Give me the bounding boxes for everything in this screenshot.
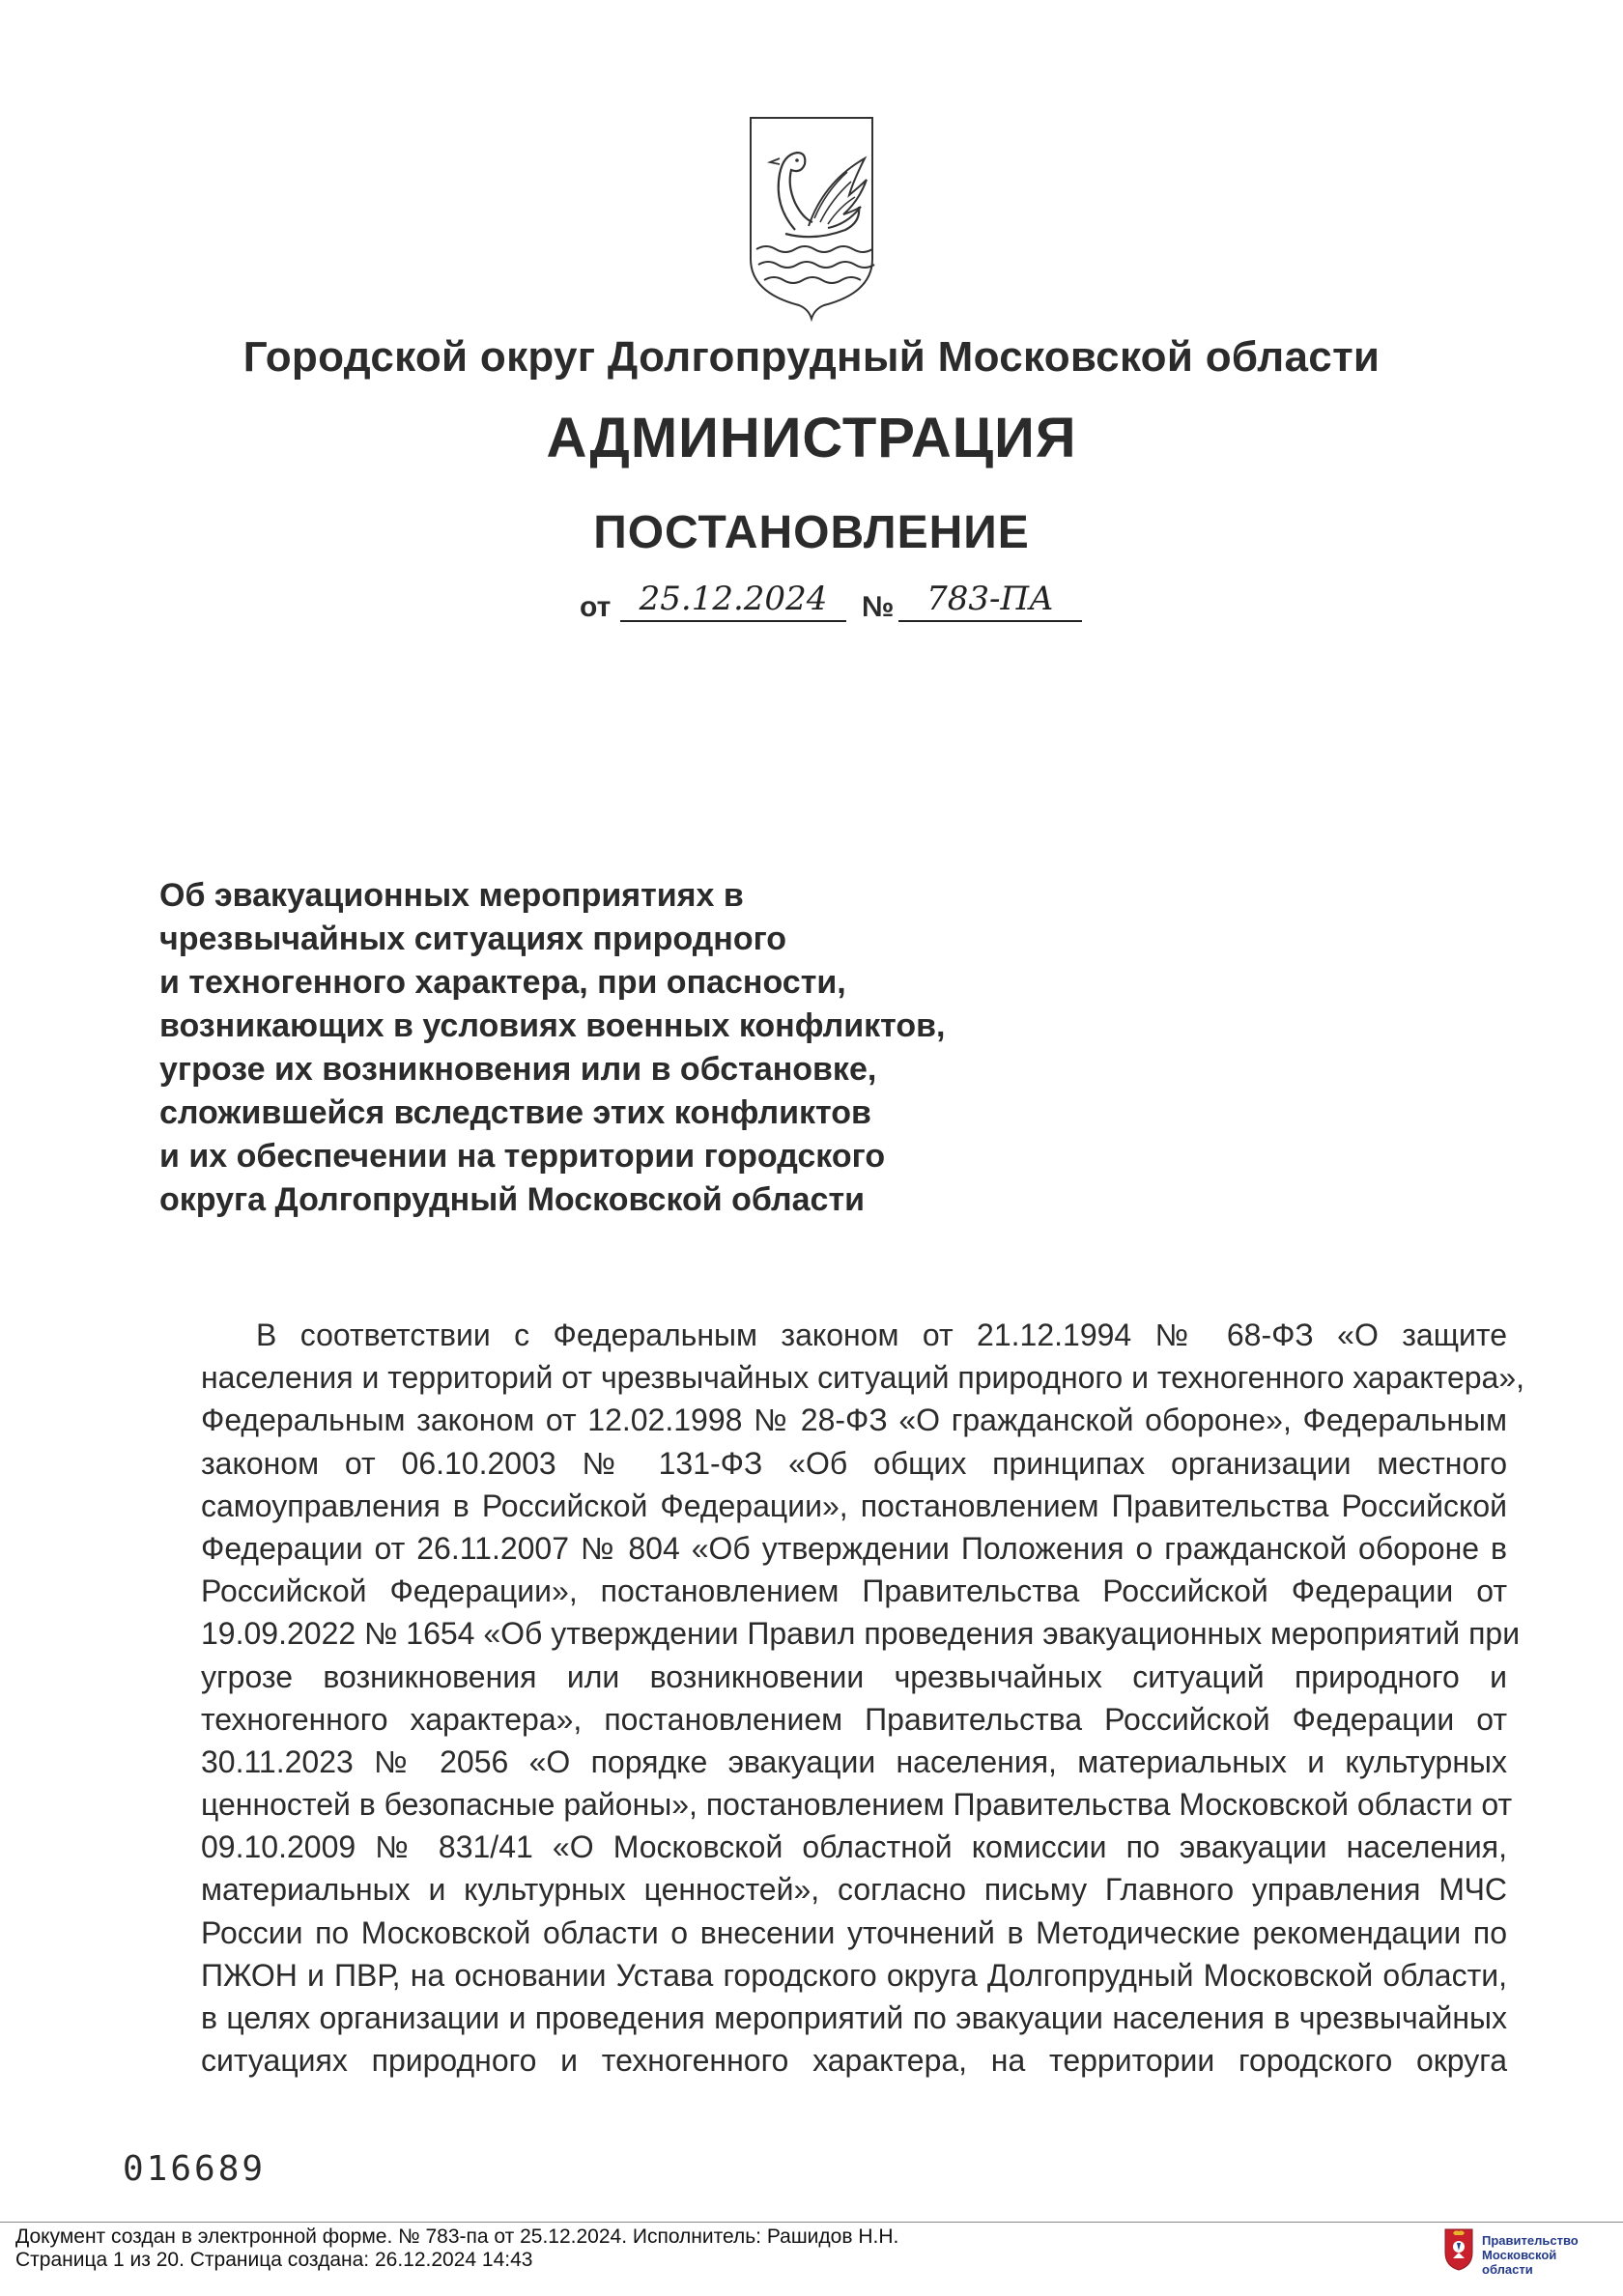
footer-info <box>15 2225 898 2272</box>
moscow-region-coat-of-arms-icon <box>1439 2225 1478 2272</box>
body-line: техногенного характера», постановлением Правительства Российской Федерации от <box>201 1701 1507 1737</box>
body-line: 19.09.2022 № 1654 «Об утверждении Правил проведения эвакуационных мероприятий при <box>201 1616 1521 1652</box>
subject-line: округа Долгопрудный Московской области <box>159 1181 866 1218</box>
body-line: Федеральным законом от 12.02.1998 № 28-ФЗ «О гражданской обороне», Федеральным <box>201 1403 1507 1438</box>
subject-line: и их обеспечении на территории городского <box>159 1138 886 1175</box>
subject-line: возникающих в условиях военных конфликтов, <box>159 1007 946 1044</box>
handwritten-date: 25.12.2024 <box>620 580 846 622</box>
document-type-heading: ПОСТАНОВЛЕНИЕ <box>593 507 1030 558</box>
logo-line-1: Правительство <box>1482 2233 1579 2248</box>
body-line: России по Московской области о внесении уточнений в Методические рекомендации по <box>201 1914 1507 1950</box>
body-line: населения и территорий от чрезвычайных ситуаций природного и техногенного характера», <box>201 1360 1525 1396</box>
administration-heading: АДМИНИСТРАЦИЯ <box>546 407 1077 469</box>
body-line: Российской Федерации», постановлением Правительства Российской Федерации от <box>201 1573 1507 1609</box>
subject-line: сложившейся вследствие этих конфликтов <box>159 1094 871 1131</box>
government-logo <box>1439 2222 1604 2278</box>
footer-divider <box>0 2222 1623 2223</box>
body-line: в целях организации и проведения мероприятий по эвакуации населения в чрезвычайных <box>201 2000 1507 2035</box>
form-serial-number: 016689 <box>123 2149 267 2189</box>
body-line: ценностей в безопасные районы», постановлением Правительства Московской области от <box>201 1787 1513 1823</box>
body-paragraph <box>201 1314 1525 2082</box>
number-label: № <box>862 591 895 623</box>
body-line: угрозе возникновения или возникновении чрезвычайных ситуаций природного и <box>201 1658 1507 1694</box>
subject-line: чрезвычайных ситуациях природного <box>159 921 787 957</box>
organization-name: Городской округ Долгопрудный Московской области <box>242 333 1381 381</box>
body-line: 30.11.2023 № 2056 «О порядке эвакуации населения, материальных и культурных <box>201 1743 1507 1779</box>
body-line: В соответствии с Федеральным законом от 21.12.1994 № 68-ФЗ «О защите <box>256 1318 1507 1352</box>
body-line: Федерации от 26.11.2007 № 804 «Об утверждении Положения о гражданской обороне в <box>201 1530 1507 1566</box>
body-line: ситуациях природного и техногенного характера, на территории городского округа <box>201 2043 1507 2079</box>
government-logo-text <box>1482 2233 1604 2277</box>
footer-line-document: Документ создан в электронной форме. № 783-па от 25.12.2024. Исполнитель: Рашидов Н.Н. <box>15 2225 899 2248</box>
subject-line: Об эвакуационных мероприятиях в <box>159 877 744 914</box>
footer-line-page: Страница 1 из 20. Страница создана: 26.12.2024 14:43 <box>15 2249 533 2271</box>
body-line: материальных и культурных ценностей», согласно письму Главного управления МЧС <box>201 1872 1507 1908</box>
subject-line: угрозе их возникновения или в обстановке, <box>159 1051 877 1088</box>
date-label: от <box>580 591 612 623</box>
body-line: самоуправления в Российской Федерации», постановлением Правительства Российской <box>201 1488 1507 1523</box>
document-subject <box>159 874 1029 1222</box>
swan-coat-of-arms-icon <box>747 114 876 322</box>
handwritten-number: 783-ПА <box>898 580 1082 622</box>
subject-line: и техногенного характера, при опасности, <box>159 964 846 1001</box>
body-line: законом от 06.10.2003 № 131-ФЗ «Об общих принципах организации местного <box>201 1445 1507 1481</box>
logo-line-2: Московской области <box>1482 2248 1557 2277</box>
body-line: 09.10.2009 № 831/41 «О Московской областной комиссии по эвакуации населения, <box>201 1829 1507 1865</box>
body-line: ПЖОН и ПВР, на основании Устава городского округа Долгопрудный Московской области, <box>201 1957 1507 1993</box>
